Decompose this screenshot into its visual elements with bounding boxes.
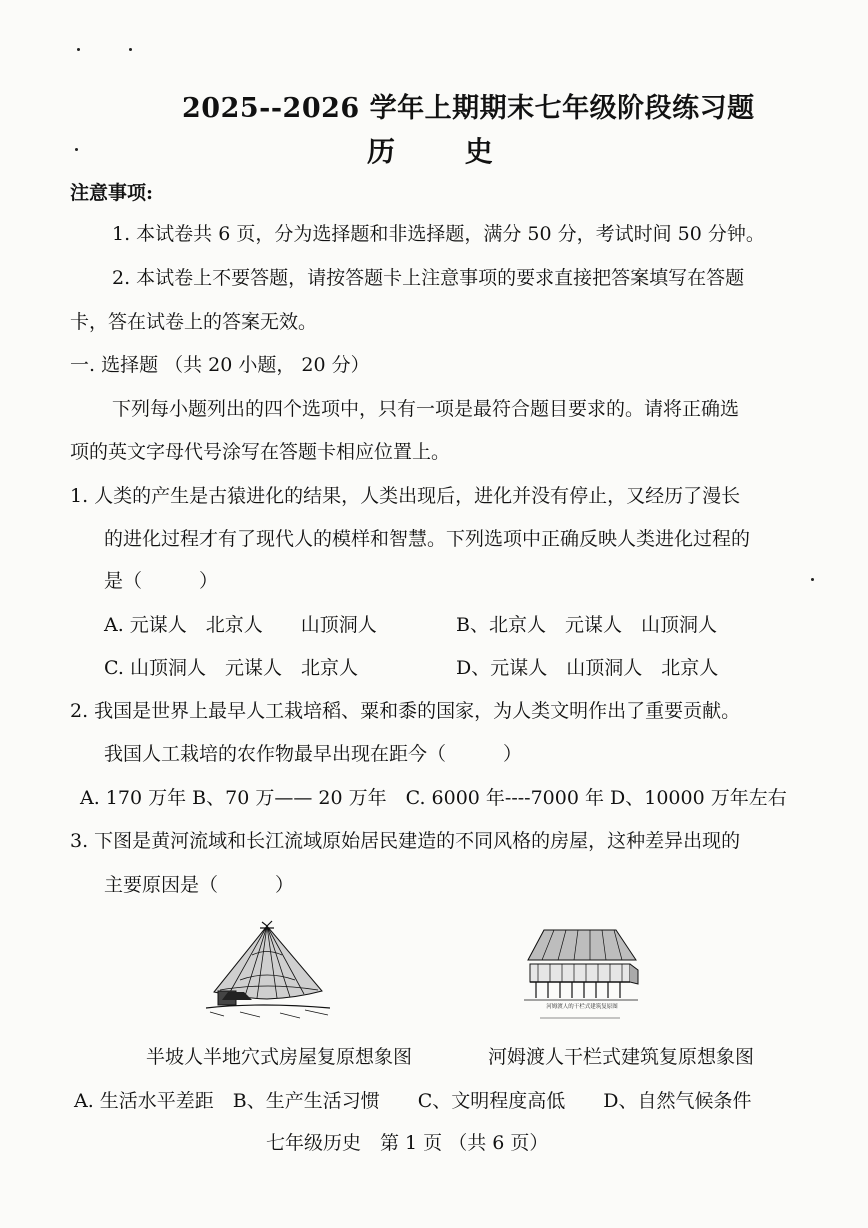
scan-speck <box>77 48 80 51</box>
image-caption-right: 河姆渡人干栏式建筑复原想象图 <box>488 1046 755 1068</box>
question-1-option-d: D、元谋人 山顶洞人 北京人 <box>456 657 719 679</box>
question-1-line3: 是（ ） <box>104 570 219 592</box>
hemudu-stilt-house-illustration <box>520 924 645 1024</box>
question-1-line2: 的进化过程才有了现代人的模样和智慧。下列选项中正确反映人类进化过程的 <box>104 528 751 550</box>
subject-title: 历 史 <box>367 135 523 168</box>
notes-item-1: 1. 本试卷共 6 页，分为选择题和非选择题，满分 50 分，考试时间 50 分钟。 <box>112 223 765 245</box>
question-1-option-b: B、北京人 元谋人 山顶洞人 <box>456 614 717 636</box>
scan-speck <box>129 48 132 51</box>
image-caption-left: 半坡人半地穴式房屋复原想象图 <box>146 1046 413 1068</box>
section-instruction: 下列每小题列出的四个选项中，只有一项是最符合题目要求的。请将正确选 <box>112 398 740 420</box>
question-1-option-a: A. 元谋人 北京人 山顶洞人 <box>104 614 377 636</box>
banpo-house-illustration <box>200 920 335 1025</box>
section-instruction-cont: 项的英文字母代号涂写在答题卡相应位置上。 <box>70 441 451 463</box>
question-2: 2. 我国是世界上最早人工栽培稻、粟和黍的国家，为人类文明作出了重要贡献。 <box>70 700 741 722</box>
question-3-line2: 主要原因是（ ） <box>104 874 295 896</box>
question-3-options: A. 生活水平差距 B、生产生活习惯 C、文明程度高低 D、自然气候条件 <box>74 1090 752 1112</box>
question-1-option-c: C. 山顶洞人 元谋人 北京人 <box>104 657 358 679</box>
scan-speck <box>811 578 814 581</box>
question-2-line2: 我国人工栽培的农作物最早出现在距今（ ） <box>104 743 523 765</box>
notes-heading: 注意事项: <box>70 182 154 204</box>
question-3: 3. 下图是黄河流域和长江流域原始居民建造的不同风格的房屋，这种差异出现的 <box>70 830 741 852</box>
question-2-options: A. 170 万年 B、70 万—— 20 万年 C. 6000 年----7000 年 D、10000 万年左右 <box>80 787 787 809</box>
notes-item-2-cont: 卡，答在试卷上的答案无效。 <box>70 311 318 333</box>
notes-item-2: 2. 本试卷上不要答题，请按答题卡上注意事项的要求直接把答案填写在答题 <box>112 267 745 289</box>
section-heading: 一. 选择题 （共 20 小题， 20 分） <box>70 354 370 376</box>
page-title: 2025--2026 学年上期期末七年级阶段练习题 <box>182 93 755 124</box>
question-1: 1. 人类的产生是古猿进化的结果，人类出现后，进化并没有停止，又经历了漫长 <box>70 485 741 507</box>
scan-speck <box>75 148 78 151</box>
page-footer: 七年级历史 第 1 页 （共 6 页） <box>266 1132 549 1154</box>
image-inner-label: 河姆渡人的干栏式建筑复原图 <box>546 1004 618 1010</box>
